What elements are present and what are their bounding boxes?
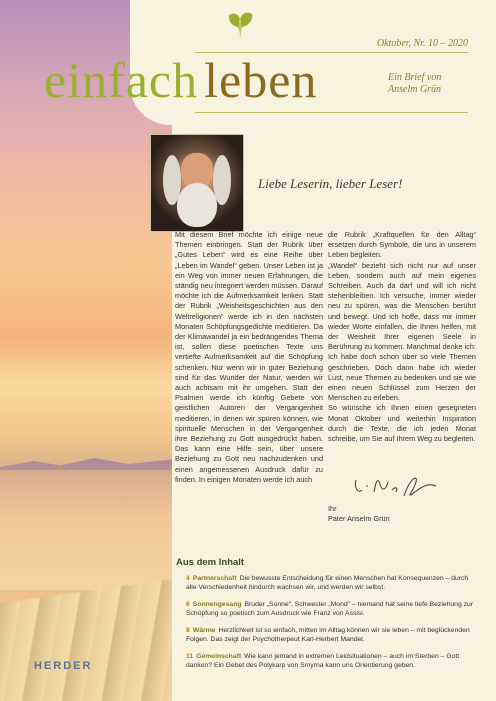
letter-closing	[328, 504, 390, 524]
magazine-title	[44, 50, 317, 110]
entry-text: Bruder „Sonne“, Schwester „Mond“ – niemand hat seine tiefe Beziehung zur Schöpfung so poetisch zum Ausdruck wie Franz von Assisi.	[186, 601, 474, 617]
contents-title: Aus dem Inhalt	[176, 557, 245, 568]
letter-paragraph: So wünsche ich Ihnen einen gesegneten Monat Oktober und weiterhin Inspiration durch die Texte, die ich jeden Monat schreibe, um Sie auf Ihrem Weg zu begleiten.	[328, 403, 476, 444]
letter-column-1	[175, 230, 323, 485]
letter-greeting: Liebe Leserin, lieber Leser!	[258, 176, 403, 191]
letter-column-2	[328, 230, 476, 444]
contents-entry[interactable]	[186, 600, 476, 618]
closing-word: Ihr	[328, 504, 337, 513]
ginkgo-leaf-icon	[226, 10, 254, 44]
contents-list	[186, 574, 476, 678]
entry-text: Herzlichkeit ist so einfach, mitten im Alltag können wir sie leben – mit beglückenden Folgen. Das zeigt der Psychotherpeut Karl-Herbert Mandel.	[186, 627, 470, 643]
publisher-logo: HERDER	[34, 660, 93, 672]
magazine-subtitle: Ein Brief von Anselm Grün	[388, 72, 442, 95]
entry-text: Wie kann jemand in extremen Leidsituationen – auch im Sterben – Gott danken? Ein Gebet des Polykarp von Smyrna kann uns Orientierung geben.	[186, 653, 460, 669]
entry-keyword: Sonnengesang	[192, 601, 242, 608]
entry-text: Die bewusste Entscheidung für einen Menschen hat Konsequenzen – durch alle Verschiedenheit hindurch wachsen wir, und werden wir selbst.	[186, 575, 469, 591]
header-rule-bottom	[195, 112, 468, 113]
title-leben: leben	[204, 52, 318, 108]
contents-entry[interactable]	[186, 626, 476, 644]
issue-date: Oktober, Nr. 10 – 2020	[376, 38, 468, 49]
letter-paragraph: Mit diesem Brief möchte ich einige neue Themen einbringen. Statt der Rubrik über „Gutes Leben“ wird es eine Reihe über „Leben im Wandel“ geben. Unser Leben ist ja ein Weg von immer neuen Erfahrungen, die ständig neu integriert werden müssen. Darauf möchte ich die Aufmerksamkeit lenken. Statt der Rubrik „Weisheitsgeschichten aus den Weltreligionen“ werde ich in den nächsten Monaten Schöpfungsgedichte meditieren. Da der Klimawandel ja ein bedrängendes Thema ist, sollen diese poetischen Texte uns vertiefte Aufmerksamkeit auf die Schöpfung schenken. Nur wenn wir in guter Beziehung sind für das Wunder der Natur, werden wir auch achtsam mit ihr umgehen. Statt der Psalmen werde ich künftig Gebete von geistlichen Autoren der Vergangenheit meditieren, in denen wir spüren können, wie spirituelle Menschen in der Vergangenheit ihre Beziehung zu Gott ausgedrückt haben. Das kann eine Hilfe sein, über unsere Beziehung zu Gott neu nachzudenken und einen angemessenen Ausdruck dafür zu finden. In einigen Monaten werde ich auch	[175, 230, 323, 484]
signature	[352, 472, 442, 502]
page-number: 11	[186, 653, 194, 660]
entry-keyword: Gemeinschaft	[196, 653, 242, 660]
entry-keyword: Wärme	[192, 627, 216, 634]
sea	[0, 470, 172, 590]
page-number: 8	[186, 627, 190, 634]
closing-name: Pater Anselm Grün	[328, 514, 390, 524]
contents-entry[interactable]	[186, 652, 476, 670]
letter-paragraph: die Rubrik „Kraftquellen für den Alltag“ ersetzen durch Symbole, die uns in unserem Leben begleiten.	[328, 230, 476, 260]
page-number: 6	[186, 601, 190, 608]
page-number: 4	[186, 575, 190, 582]
entry-keyword: Partnerschaft	[192, 575, 237, 582]
author-portrait	[150, 134, 244, 232]
contents-entry[interactable]	[186, 574, 476, 592]
letter-paragraph: „Wandel“ bezieht sich nicht nur auf unser Leben, sondern auch auf mein eigenes Schreiben. Auch da darf und will ich nicht stehenbleiben. Ich versuche, immer wieder neu zu spüren, was die Menschen berührt und bewegt. Und ich hoffe, dass mir immer wieder Worte einfallen, die Ihnen helfen, mit der Weisheit Ihrer eigenen Seele in Berührung zu kommen. Manchmal denke ich: Ich habe doch schon über so viele Themen geschrieben. Doch dann habe ich wieder Lust, neue Themen zu bedenken und sie wie einen neuen Schlüssel zum Herzen der Menschen zu erleben.	[328, 260, 476, 403]
title-einfach: einfach	[44, 52, 199, 108]
